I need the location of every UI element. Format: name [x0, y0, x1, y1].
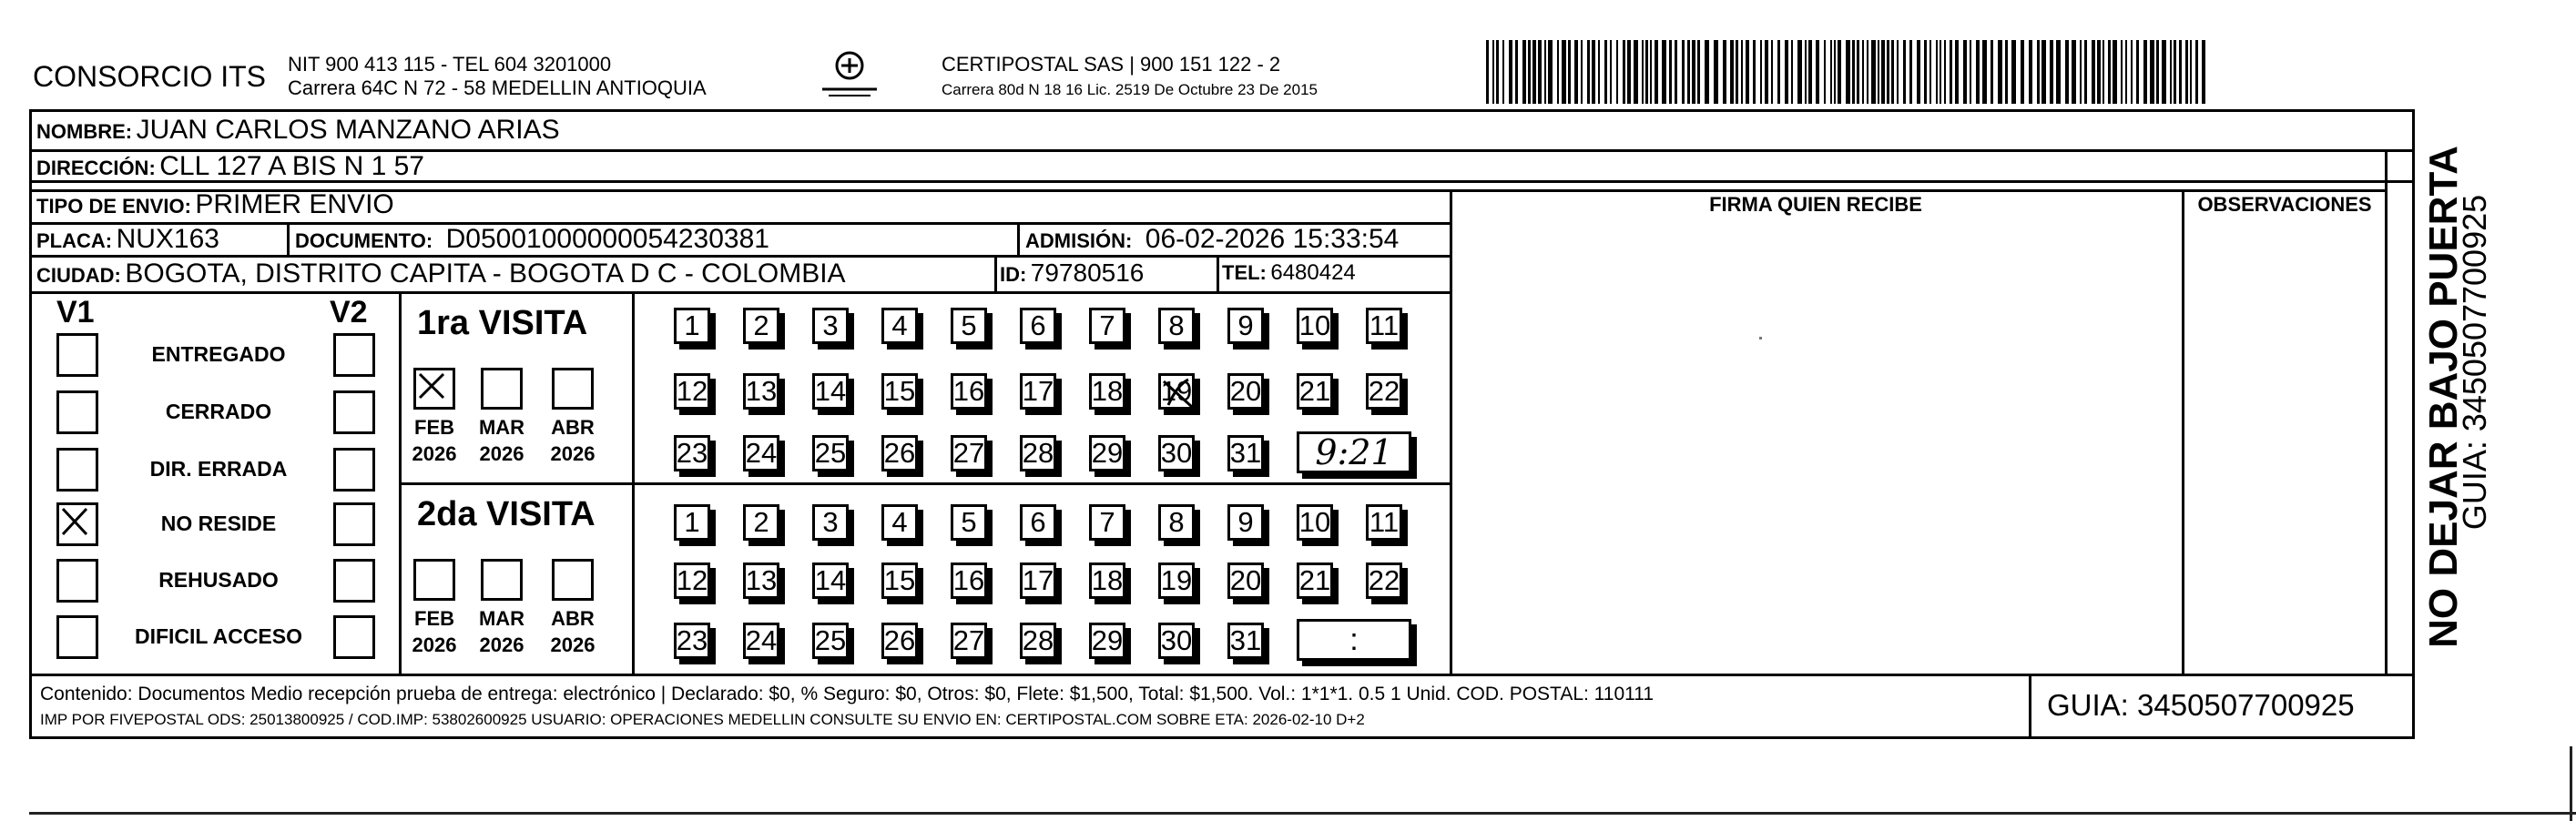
day-number: 23 — [676, 624, 708, 656]
v2-checkbox[interactable] — [333, 559, 375, 603]
day-number: 13 — [745, 375, 778, 407]
day-number: 26 — [883, 437, 916, 469]
day-box[interactable] — [1297, 504, 1333, 541]
day-number: 28 — [1022, 624, 1054, 656]
day-box[interactable] — [1158, 373, 1195, 410]
day-number: 7 — [1099, 309, 1115, 341]
month-checkbox-abr[interactable] — [552, 559, 594, 601]
direccion-value: CLL 127 A BIS N 1 57 — [159, 151, 424, 181]
day-number: 4 — [891, 309, 908, 341]
time-value: : — [1349, 622, 1359, 657]
day-number: 31 — [1229, 624, 1262, 656]
tel-label: TEL: — [1222, 261, 1267, 284]
day-number: 21 — [1298, 375, 1331, 407]
v2-checkbox[interactable] — [333, 448, 375, 492]
day-number: 29 — [1091, 624, 1124, 656]
nombre-value: JUAN CARLOS MANZANO ARIAS — [136, 115, 560, 145]
day-box[interactable] — [1366, 563, 1402, 599]
company-name: CONSORCIO ITS — [33, 60, 267, 93]
day-box[interactable] — [951, 308, 987, 344]
v1-label: V1 — [56, 295, 95, 329]
day-box[interactable] — [1020, 435, 1056, 471]
day-number: 22 — [1368, 375, 1400, 407]
day-number: 5 — [961, 506, 977, 538]
v2-checkbox[interactable] — [333, 333, 375, 377]
day-number: 18 — [1091, 375, 1124, 407]
day-number: 7 — [1099, 506, 1115, 538]
day-number: 18 — [1091, 564, 1124, 596]
day-number: 11 — [1369, 506, 1400, 538]
barcode — [1486, 40, 2207, 104]
day-number: 27 — [952, 624, 985, 656]
day-box[interactable] — [1089, 563, 1125, 599]
v2-checkbox[interactable] — [333, 390, 375, 434]
day-box[interactable] — [674, 373, 710, 410]
day-box[interactable] — [674, 504, 710, 541]
day-box[interactable] — [674, 623, 710, 659]
day-box[interactable] — [951, 504, 987, 541]
day-number: 9 — [1237, 506, 1254, 538]
day-number: 4 — [891, 506, 908, 538]
observaciones-header: OBSERVACIONES — [2197, 193, 2372, 216]
handwritten-mark — [1161, 376, 1197, 420]
firma-header: FIRMA QUIEN RECIBE — [1709, 193, 1922, 216]
certipostal-line1: CERTIPOSTAL SAS | 900 151 122 - 2 — [942, 53, 1281, 76]
day-number: 24 — [745, 437, 778, 469]
day-box[interactable] — [1020, 373, 1056, 410]
month-checkbox-mar[interactable] — [481, 559, 523, 601]
day-box[interactable] — [743, 373, 779, 410]
day-number: 5 — [961, 309, 977, 341]
status-label: ENTREGADO — [151, 342, 286, 366]
v1-checkbox[interactable] — [56, 448, 98, 492]
day-box[interactable] — [881, 373, 918, 410]
day-number: 9 — [1237, 309, 1254, 341]
day-number: 13 — [745, 564, 778, 596]
day-number: 20 — [1229, 375, 1262, 407]
day-number: 14 — [814, 375, 847, 407]
documento-value: D05001000000054230381 — [445, 224, 769, 254]
day-number: 8 — [1168, 309, 1185, 341]
month-checkbox-feb[interactable] — [413, 368, 455, 410]
status-label: CERRADO — [165, 400, 272, 423]
day-box[interactable] — [674, 308, 710, 344]
day-number: 19 — [1160, 375, 1193, 407]
id-value: 79780516 — [1030, 258, 1145, 287]
tel-field — [1222, 262, 1356, 284]
day-box[interactable] — [1020, 504, 1056, 541]
day-box[interactable] — [1020, 308, 1056, 344]
day-box[interactable] — [812, 623, 849, 659]
day-number: 30 — [1160, 437, 1193, 469]
day-box[interactable] — [812, 308, 849, 344]
time-value: 9:21 — [1315, 432, 1393, 472]
day-number: 12 — [676, 375, 708, 407]
day-number: 20 — [1229, 564, 1262, 596]
day-number: 26 — [883, 624, 916, 656]
v1-checkbox[interactable] — [56, 333, 98, 377]
day-box[interactable] — [1227, 504, 1264, 541]
v2-checkbox[interactable] — [333, 615, 375, 659]
month-name: ABR — [551, 607, 595, 630]
day-number: 12 — [676, 564, 708, 596]
status-label: DIFICIL ACCESO — [134, 624, 302, 648]
day-box[interactable] — [881, 308, 918, 344]
day-box[interactable] — [1158, 563, 1195, 599]
day-number: 10 — [1298, 309, 1331, 341]
admision-value: 06-02-2026 15:33:54 — [1145, 224, 1400, 254]
day-box[interactable] — [1297, 373, 1333, 410]
documento-field — [295, 226, 769, 253]
day-box[interactable] — [743, 435, 779, 471]
day-box[interactable] — [1089, 504, 1125, 541]
documento-label: DOCUMENTO: — [295, 229, 433, 252]
address-line: Carrera 64C N 72 - 58 MEDELLIN ANTIOQUIA — [288, 76, 707, 99]
tipo-envio-field — [36, 191, 394, 218]
day-box[interactable] — [1297, 308, 1333, 344]
admision-label: ADMISIÓN: — [1025, 229, 1133, 252]
day-box[interactable] — [1227, 623, 1264, 659]
day-number: 17 — [1022, 564, 1054, 596]
day-box[interactable] — [1089, 435, 1125, 471]
placa-value: NUX163 — [116, 224, 219, 254]
v1-checkbox[interactable] — [56, 390, 98, 434]
day-box[interactable] — [1227, 373, 1264, 410]
day-number: 19 — [1160, 564, 1193, 596]
day-box[interactable] — [1227, 308, 1264, 344]
month-year: 2026 — [479, 633, 524, 656]
day-number: 15 — [883, 564, 916, 596]
day-number: 2 — [753, 506, 769, 538]
tipo-envio-value: PRIMER ENVIO — [195, 189, 394, 219]
day-number: 11 — [1369, 309, 1400, 341]
day-box[interactable] — [1227, 435, 1264, 471]
month-year: 2026 — [550, 441, 596, 465]
day-number: 21 — [1298, 564, 1331, 596]
day-number: 3 — [822, 506, 839, 538]
day-box[interactable] — [881, 623, 918, 659]
day-box[interactable] — [951, 373, 987, 410]
day-box[interactable] — [743, 308, 779, 344]
certipostal-logo — [818, 49, 881, 100]
day-number: 25 — [814, 437, 847, 469]
ciudad-value: BOGOTA, DISTRITO CAPITA - BOGOTA D C - COLOMBIA — [125, 258, 846, 289]
v2-checkbox[interactable] — [333, 502, 375, 546]
visit1-title: 1ra VISITA — [417, 304, 588, 342]
day-number: 27 — [952, 437, 985, 469]
day-box[interactable] — [812, 373, 849, 410]
day-number: 30 — [1160, 624, 1193, 656]
nit-line: NIT 900 413 115 - TEL 604 3201000 — [288, 53, 612, 76]
day-box[interactable] — [1158, 623, 1195, 659]
month-name: FEB — [414, 607, 454, 630]
month-year: 2026 — [550, 633, 596, 656]
contenido-text: Contenido: Documentos Medio recepción prueba de entrega: electrónico | Declarado: $0, % Seguro: $0, Otros: $0, Flete: $1,500, Total: $1,500. Vol.: 1*1*1. 0.5 1 Unid. COD. POSTAL: 110111 — [40, 684, 1655, 704]
nombre-field — [36, 117, 560, 144]
month-label — [473, 606, 531, 658]
day-number: 29 — [1091, 437, 1124, 469]
month-label — [544, 606, 602, 658]
day-number: 1 — [684, 506, 700, 538]
day-number: 23 — [676, 437, 708, 469]
day-box[interactable] — [812, 435, 849, 471]
time-box[interactable] — [1297, 619, 1411, 661]
time-box[interactable] — [1297, 431, 1411, 473]
id-field — [1000, 260, 1144, 286]
month-label — [544, 415, 602, 467]
day-number: 10 — [1298, 506, 1331, 538]
month-label — [405, 606, 463, 658]
imp-text: IMP POR FIVEPOSTAL ODS: 25013800925 / COD.IMP: 53802600925 USUARIO: OPERACIONES MEDELLIN CONSULTE SU ENVIO EN: CERTIPOSTAL.COM SOBRE ETA: 2026-02-10 D+2 — [40, 711, 1365, 728]
day-number: 15 — [883, 375, 916, 407]
month-name: FEB — [414, 416, 454, 439]
visit2-title: 2da VISITA — [417, 495, 596, 533]
footer-guia: GUIA: 3450507700925 — [2047, 688, 2355, 722]
id-label: ID: — [1000, 263, 1027, 286]
certipostal-line2: Carrera 80d N 18 16 Lic. 2519 De Octubre 23 De 2015 — [942, 81, 1318, 98]
tel-value: 6480424 — [1270, 260, 1356, 285]
ciudad-label: CIUDAD: — [36, 264, 121, 287]
admision-field — [1025, 226, 1399, 253]
day-number: 22 — [1368, 564, 1400, 596]
day-number: 14 — [814, 564, 847, 596]
day-box[interactable] — [951, 435, 987, 471]
month-name: MAR — [478, 607, 525, 630]
day-number: 8 — [1168, 506, 1185, 538]
day-box[interactable] — [951, 563, 987, 599]
day-box[interactable] — [1366, 373, 1402, 410]
day-box[interactable] — [743, 563, 779, 599]
day-number: 16 — [952, 375, 985, 407]
day-number: 6 — [1030, 309, 1046, 341]
month-year: 2026 — [479, 441, 524, 465]
month-year: 2026 — [412, 441, 457, 465]
day-box[interactable] — [951, 623, 987, 659]
day-box[interactable] — [812, 563, 849, 599]
day-box[interactable] — [674, 435, 710, 471]
status-label: REHUSADO — [158, 568, 279, 592]
v1-checkbox[interactable] — [56, 559, 98, 603]
day-number: 16 — [952, 564, 985, 596]
day-box[interactable] — [674, 563, 710, 599]
day-box[interactable] — [1227, 563, 1264, 599]
v1-checkbox[interactable] — [56, 502, 98, 546]
month-label — [405, 415, 463, 467]
day-box[interactable] — [1366, 308, 1402, 344]
day-box[interactable] — [1089, 308, 1125, 344]
ciudad-field — [36, 260, 846, 288]
day-box[interactable] — [1020, 563, 1056, 599]
month-label — [473, 415, 531, 467]
status-label: NO RESIDE — [160, 512, 277, 535]
month-checkbox-abr[interactable] — [552, 368, 594, 410]
day-box[interactable] — [1089, 623, 1125, 659]
day-box[interactable] — [881, 504, 918, 541]
day-number: 2 — [753, 309, 769, 341]
day-box[interactable] — [881, 563, 918, 599]
day-number: 3 — [822, 309, 839, 341]
day-box[interactable] — [1089, 373, 1125, 410]
side-guia: GUIA: 3450507700925 — [2456, 194, 2493, 531]
day-box[interactable] — [812, 504, 849, 541]
direccion-field — [36, 153, 424, 180]
day-number: 1 — [684, 309, 700, 341]
day-box[interactable] — [1020, 623, 1056, 659]
day-box[interactable] — [1158, 504, 1195, 541]
day-box[interactable] — [1366, 504, 1402, 541]
day-box[interactable] — [1297, 563, 1333, 599]
direccion-label: DIRECCIÓN: — [36, 157, 156, 179]
status-label: DIR. ERRADA — [149, 457, 288, 481]
v1-checkbox[interactable] — [56, 615, 98, 659]
day-number: 28 — [1022, 437, 1054, 469]
tipo-envio-label: TIPO DE ENVIO: — [36, 195, 191, 218]
day-number: 24 — [745, 624, 778, 656]
month-year: 2026 — [412, 633, 457, 656]
placa-field — [36, 226, 219, 253]
day-box[interactable] — [743, 504, 779, 541]
day-number: 31 — [1229, 437, 1262, 469]
v2-label: V2 — [330, 295, 368, 329]
day-box[interactable] — [1158, 308, 1195, 344]
day-box[interactable] — [881, 435, 918, 471]
day-number: 6 — [1030, 506, 1046, 538]
page-edge — [29, 812, 2576, 815]
month-checkbox-mar[interactable] — [481, 368, 523, 410]
month-checkbox-feb[interactable] — [413, 559, 455, 601]
month-name: ABR — [551, 416, 595, 439]
nombre-label: NOMBRE: — [36, 120, 133, 143]
placa-label: PLACA: — [36, 229, 113, 252]
signature-area — [1453, 222, 2180, 672]
day-number: 17 — [1022, 375, 1054, 407]
day-box[interactable] — [1158, 435, 1195, 471]
no-dejar-warning: NO DEJAR BAJO PUERTA — [2421, 146, 2466, 648]
day-number: 25 — [814, 624, 847, 656]
day-box[interactable] — [743, 623, 779, 659]
month-name: MAR — [478, 416, 525, 439]
